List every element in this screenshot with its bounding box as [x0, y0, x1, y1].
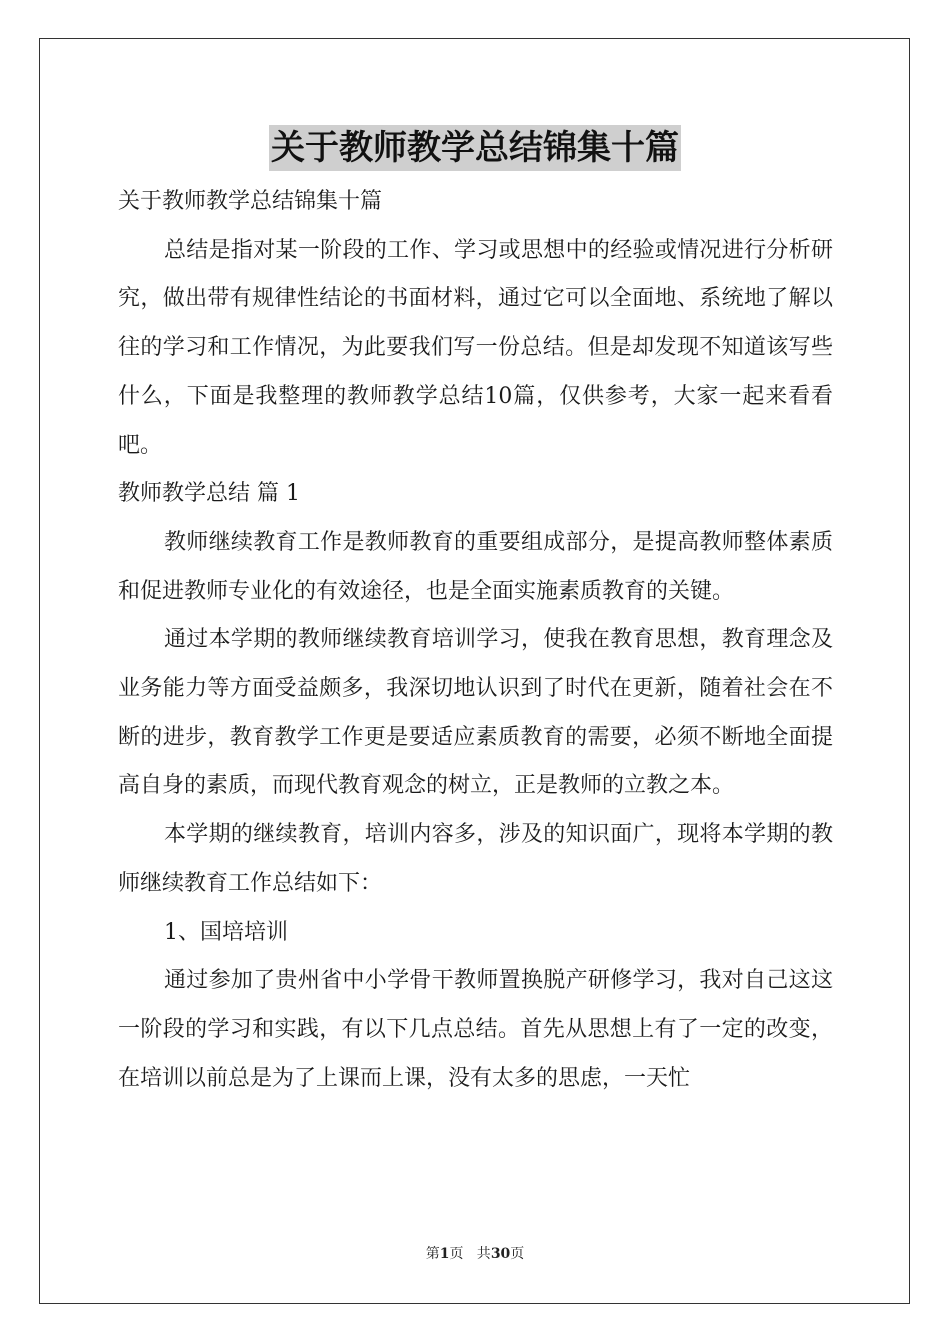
section-heading: 教师教学总结 篇 1 — [118, 481, 300, 507]
body-paragraph-4: 通过参加了贵州省中小学骨干教师置换脱产研修学习，我对自己这这一阶段的学习和实践，有以下几点总结。首先从思想上有了一定的改变，在培训以前总是为了上课而上课，没有太多的思虑，一天忙 — [118, 968, 833, 1091]
page-footer — [0, 1244, 950, 1264]
body-paragraph-3: 本学期的继续教育，培训内容多，涉及的知识面广，现将本学期的教师继续教育工作总结如下： — [118, 822, 833, 896]
body-paragraph-1: 教师继续教育工作是教师教育的重要组成部分，是提高教师整体素质和促进教师专业化的有效途径，也是全面实施素质教育的关键。 — [118, 529, 833, 604]
document-body — [118, 178, 833, 1103]
document-subtitle: 关于教师教学总结锦集十篇 — [118, 189, 383, 214]
footer-mid: 页 共 — [449, 1246, 491, 1262]
body-paragraph-2: 通过本学期的教师继续教育培训学习，使我在教育思想，教育理念及业务能力等方面受益颇多，我深切地认识到了时代在更新，随着社会在不断的进步，教育教学工作更是要适应素质教育的需要，必须不断地全面提高自身的素质，而现代教育观念的树立，正是教师的立教之本。 — [118, 627, 833, 799]
list-item-heading: 1、国培培训 — [164, 919, 288, 945]
footer-page-number: 1 — [439, 1246, 450, 1262]
title-area — [0, 125, 950, 171]
footer-suffix: 页 — [510, 1246, 525, 1262]
document-title: 关于教师教学总结锦集十篇 — [269, 125, 681, 171]
intro-paragraph: 总结是指对某一阶段的工作、学习或思想中的经验或情况进行分析研究，做出带有规律性结论的书面材料，通过它可以全面地、系统地了解以往的学习和工作情况，为此要我们写一份总结。但是却发现不知道该写些什么，下面是我整理的教师教学总结10篇，仅供参考，大家一起来看看吧。 — [118, 237, 833, 458]
footer-total-pages: 30 — [490, 1246, 511, 1262]
footer-prefix: 第 — [425, 1246, 440, 1262]
